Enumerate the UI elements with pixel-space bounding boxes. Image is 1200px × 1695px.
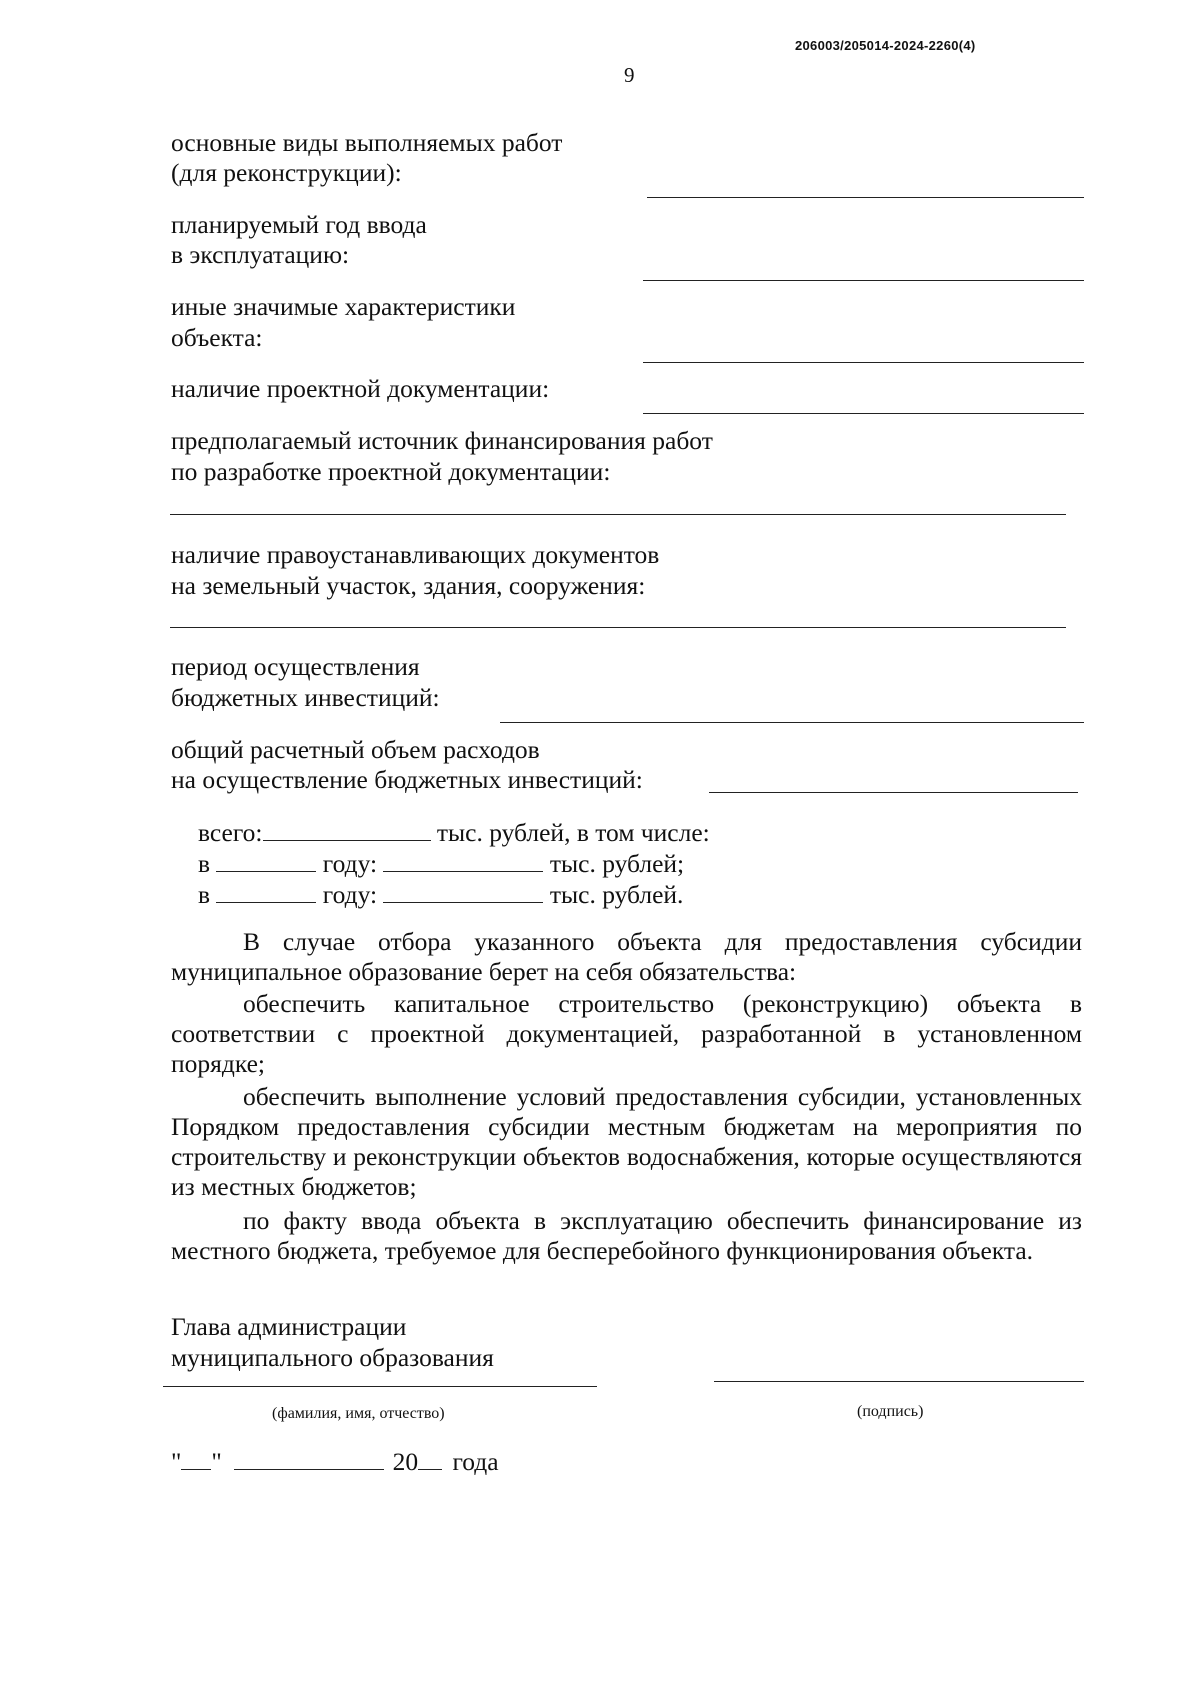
document-number: 206003/205014-2024-2260(4)	[795, 38, 976, 53]
field-source-label-2: по разработке проектной документации:	[171, 457, 611, 486]
field-works-blank[interactable]	[647, 197, 1084, 198]
paragraph-obligation-2: обеспечить выполнение условий предоставления субсидии, установленных Порядком предоставления субсидии местным бюджетам на мероприятия по строительству и реконструкции объектов водоснабжения, которые осуществляются из местных бюджетов;	[171, 1082, 1082, 1201]
field-other-label-1: иные значимые характеристики	[171, 292, 516, 321]
page-number: 9	[624, 63, 635, 87]
total-amount-blank[interactable]	[263, 818, 431, 841]
row-2-suffix: тыс. рублей.	[549, 880, 684, 909]
field-project-docs-blank[interactable]	[643, 413, 1084, 414]
date-quote-close: "	[211, 1447, 222, 1476]
field-other-label-2: объекта:	[171, 323, 263, 352]
field-rights-blank[interactable]	[170, 627, 1066, 628]
field-rights-label-1: наличие правоустанавливающих документов	[171, 540, 660, 569]
field-period-label-2: бюджетных инвестиций:	[171, 683, 440, 712]
field-volume-label-1: общий расчетный объем расходов	[171, 735, 540, 764]
field-works-label-1: основные виды выполняемых работ	[171, 128, 563, 157]
paragraph-obligation-1: обеспечить капитальное строительство (реконструкцию) объекта в соответствии с проектной документацией, разработанной в установленном порядке;	[171, 989, 1082, 1078]
field-other-blank[interactable]	[643, 362, 1084, 363]
signature-blank[interactable]	[714, 1381, 1084, 1382]
total-label: всего:	[198, 818, 263, 847]
field-rights-label-2: на земельный участок, здания, сооружения:	[171, 571, 646, 600]
date-day-blank[interactable]	[181, 1447, 211, 1470]
year-row-2	[198, 880, 683, 910]
date-quote-open: "	[171, 1447, 182, 1476]
field-source-label-1: предполагаемый источник финансирования работ	[171, 426, 713, 455]
date-suffix: года	[452, 1447, 499, 1476]
year-2-blank[interactable]	[216, 880, 316, 903]
date-year-blank[interactable]	[418, 1447, 442, 1470]
total-row	[198, 818, 710, 848]
signature-caption: (подпись)	[857, 1403, 924, 1420]
year-1-amount-blank[interactable]	[383, 849, 543, 872]
date-year-prefix: 20	[392, 1447, 419, 1476]
field-works-label-2: (для реконструкции):	[171, 158, 402, 187]
field-volume-label-2: на осуществление бюджетных инвестиций:	[171, 765, 643, 794]
year-row-1	[198, 849, 684, 879]
total-suffix: тыс. рублей, в том числе:	[436, 818, 710, 847]
in-word: в	[198, 880, 211, 909]
field-period-label-1: период осуществления	[171, 652, 420, 681]
paragraph-obligation-3: по факту ввода объекта в эксплуатацию обеспечить финансирование из местного бюджета, требуемое для бесперебойного функционирования объекта.	[171, 1206, 1082, 1265]
name-blank[interactable]	[163, 1386, 597, 1387]
field-project-docs-label: наличие проектной документации:	[171, 374, 550, 403]
field-period-blank[interactable]	[500, 722, 1084, 723]
in-word: в	[198, 849, 211, 878]
year-word: году:	[322, 880, 378, 909]
field-year-label-2: в эксплуатацию:	[171, 240, 350, 269]
field-source-blank[interactable]	[170, 514, 1066, 515]
name-caption: (фамилия, имя, отчество)	[272, 1405, 445, 1422]
date-month-blank[interactable]	[234, 1447, 384, 1470]
field-year-label-1: планируемый год ввода	[171, 210, 427, 239]
paragraph-intro: В случае отбора указанного объекта для предоставления субсидии муниципальное образование берет на себя обязательства:	[171, 927, 1082, 986]
signatory-title-2: муниципального образования	[171, 1343, 494, 1372]
year-word: году:	[322, 849, 378, 878]
signatory-title-1: Глава администрации	[171, 1312, 407, 1341]
field-year-blank[interactable]	[643, 280, 1084, 281]
year-1-blank[interactable]	[216, 849, 316, 872]
field-volume-blank[interactable]	[709, 792, 1078, 793]
row-1-suffix: тыс. рублей;	[549, 849, 685, 878]
year-2-amount-blank[interactable]	[383, 880, 543, 903]
date-row	[171, 1447, 499, 1477]
